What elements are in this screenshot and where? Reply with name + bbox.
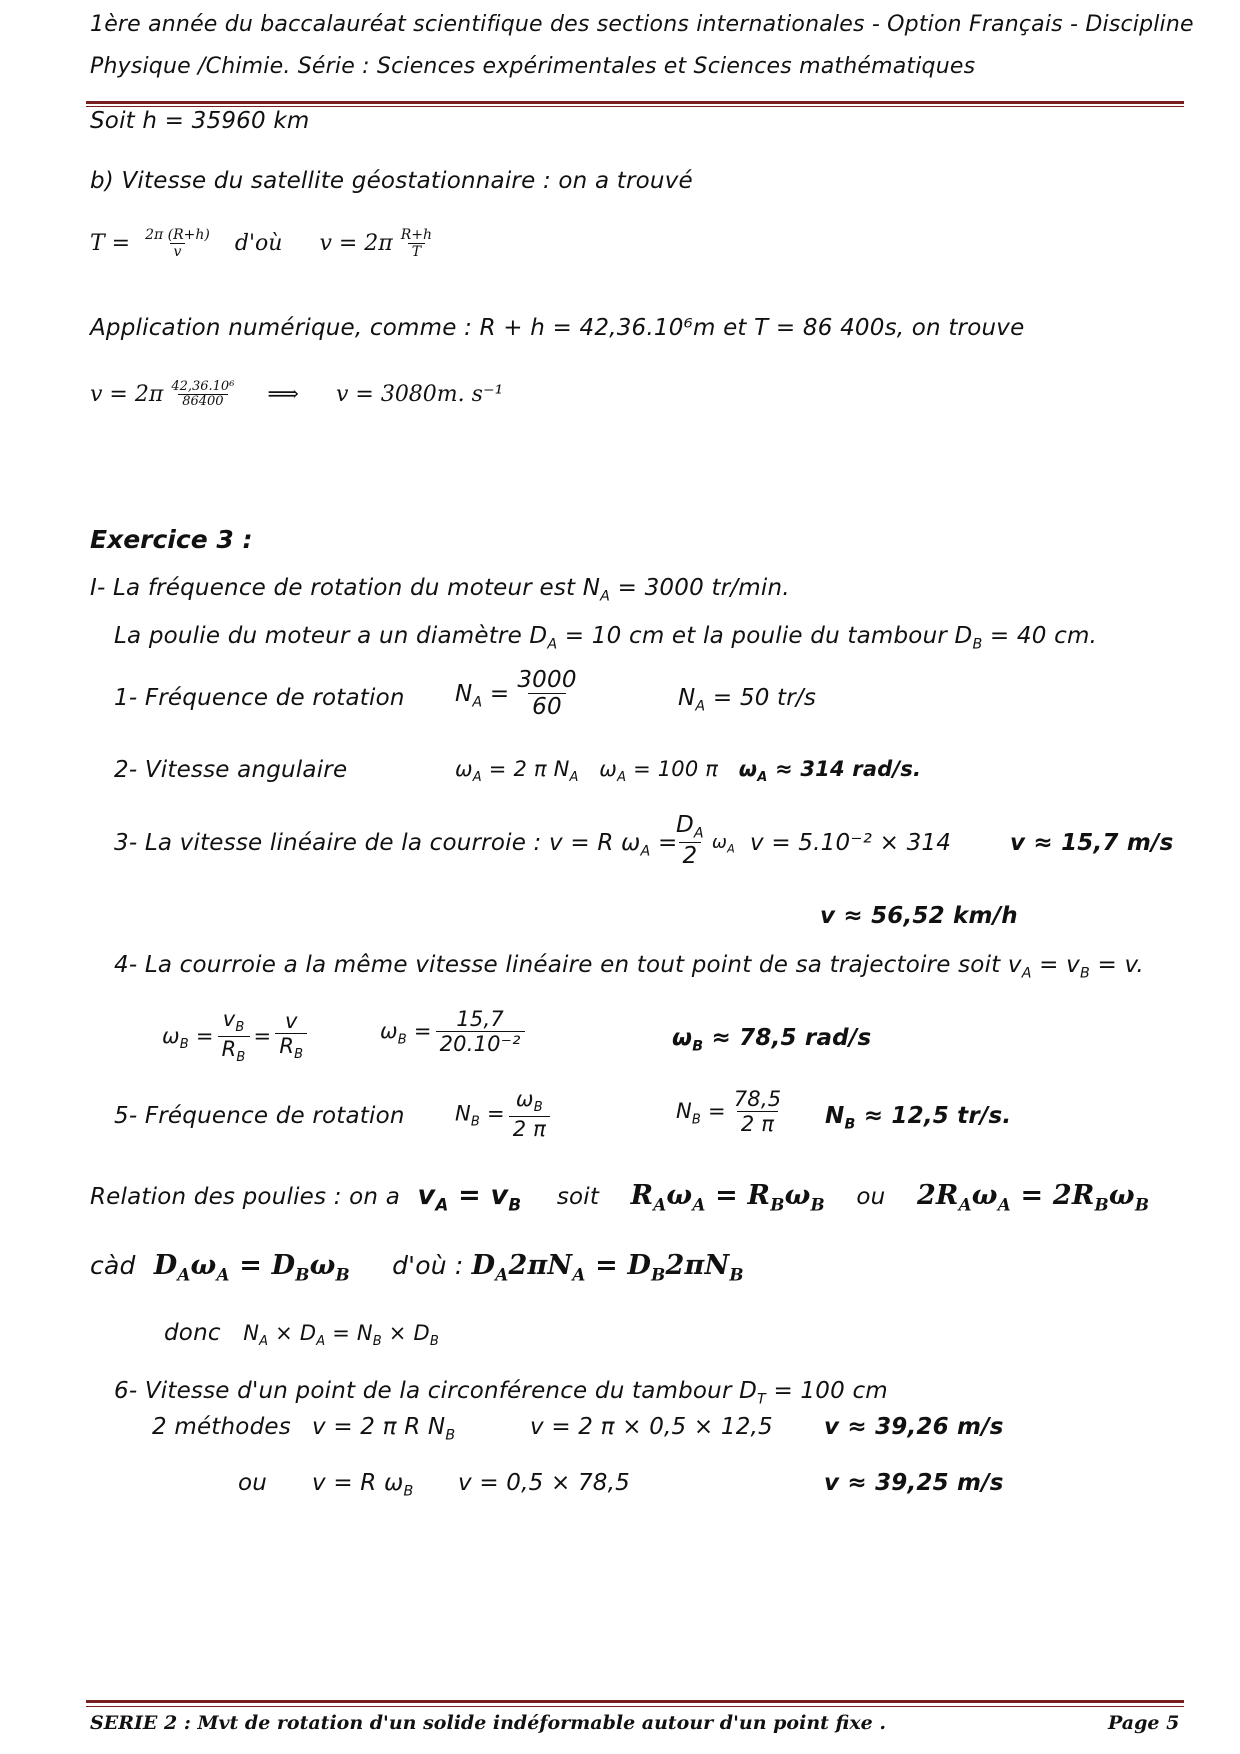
- formula-T: T = $\frac{2\pi (R+h)}{v}$ d'où v = 2π $\frac{R+h}{T}$: [90, 227, 433, 261]
- item1-formula: $N_A$ = $\frac{3000}{60}$: [455, 667, 577, 721]
- footer-divider-thin: [86, 1706, 1184, 1707]
- relation-poulies: Relation des poulies : on a $v_A = v_B$ soit $R_A\omega_A = R_B\omega_B$ ou $2R_A\omega_A = 2R_B\omega_B$: [90, 1180, 1150, 1215]
- cad-relation: càd $D_A\omega_A = D_B\omega_B$ d'où : $D_A2\pi N_A = D_B2\pi N_B$: [90, 1250, 744, 1285]
- donc-relation: donc $N_A \times D_A = N_B \times D_B$: [164, 1320, 439, 1350]
- item6-ou: ou: [238, 1470, 268, 1496]
- formula-v-result: v = 2π $\frac{\text{42,36.10⁶}}{86400}$ ⟹ v = 3080m. s⁻¹: [90, 379, 504, 410]
- header-line-2: Physique /Chimie. Série : Sciences expérimentales et Sciences mathématiques: [90, 54, 976, 79]
- header-divider: [86, 101, 1184, 104]
- item4-formula-omega: $\omega_B$ = $\frac{v_B}{R_B}$ = $\frac{v}{R_B}$: [162, 1008, 311, 1066]
- item6-result1: v ≈ 39,26 m/s: [824, 1414, 1004, 1440]
- footer-divider: [86, 1700, 1184, 1703]
- item1-result: $N_A = 50$ tr/s: [678, 685, 817, 715]
- application-numerique: Application numérique, comme : R + h = 42,36.10⁶m et T = 86 400s, on trouve: [90, 315, 1025, 341]
- item3-fraction: $\frac{D_A}{2}$ $\omega_A$: [676, 812, 735, 870]
- item5-result: $N_B \approx 12,5$ tr/s.: [825, 1103, 1012, 1133]
- exercise-title: Exercice 3 :: [90, 525, 253, 554]
- item6-method1-calc: v = 2 π × 0,5 × 12,5: [530, 1414, 773, 1440]
- item4-formula-calc: $\omega_B$ = $\frac{15,7}{\text{20.10⁻²}}$: [380, 1008, 529, 1056]
- item5-calc: $N_B$ = $\frac{78,5}{2 \pi}$: [676, 1087, 782, 1137]
- item6-method2: v = R $\omega_B$: [312, 1470, 414, 1500]
- header-divider-thin: [86, 106, 1184, 107]
- item3-kmh: v ≈ 56,52 km/h: [820, 903, 1018, 929]
- item2-formula: $\omega_A = 2$ π $N_A$ $\omega_A = 100$ π $\omega_A \approx 314$ rad/s.: [455, 757, 922, 786]
- item6-label: 6- Vitesse d'un point de la circonférence du tambour $D_T = 100$ cm: [114, 1378, 888, 1408]
- item6-result2: v ≈ 39,25 m/s: [824, 1470, 1004, 1496]
- item6-methods: 2 méthodes: [152, 1414, 291, 1440]
- footer-series-title: SERIE 2 : Mvt de rotation d'un solide indéformable autour d'un point fixe .: [90, 1712, 886, 1734]
- item5-formula: $N_B$ = $\frac{\omega_B}{2 \pi}$: [455, 1088, 554, 1141]
- section-b-title: b) Vitesse du satellite géostationnaire : on a trouvé: [90, 168, 693, 194]
- item6-method2-calc: v = 0,5 × 78,5: [458, 1470, 630, 1496]
- footer-page-number: Page 5: [1108, 1712, 1180, 1734]
- item4-result: $\omega_B \approx 78,5$ rad/s: [672, 1025, 872, 1055]
- exercise-intro: I- La fréquence de rotation du moteur est $N_A = 3000$ tr/min.: [90, 575, 790, 605]
- soit-h-line: Soit h = 35960 km: [90, 108, 310, 134]
- header-line-1: 1ère année du baccalauréat scientifique des sections internationales - Option Français - Discipline: [90, 12, 1194, 37]
- item3-result: v ≈ 15,7 m/s: [1010, 830, 1174, 856]
- item5-label: 5- Fréquence de rotation: [114, 1103, 405, 1129]
- item4-label: 4- La courroie a la même vitesse linéaire en tout point de sa trajectoire soit $v_A = v_B = v$.: [114, 952, 1144, 982]
- item3-label: 3- La vitesse linéaire de la courroie : v = R $\omega_A$ =: [114, 830, 678, 860]
- item3-calc: v = 5.10⁻² × 314: [750, 830, 952, 856]
- item1-label: 1- Fréquence de rotation: [114, 685, 405, 711]
- item2-label: 2- Vitesse angulaire: [114, 757, 348, 783]
- poulie-description: La poulie du moteur a un diamètre $D_A = 10$ cm et la poulie du tambour $D_B = 40$ cm.: [114, 623, 1098, 653]
- item6-method1: v = 2 π R $N_B$: [312, 1414, 456, 1444]
